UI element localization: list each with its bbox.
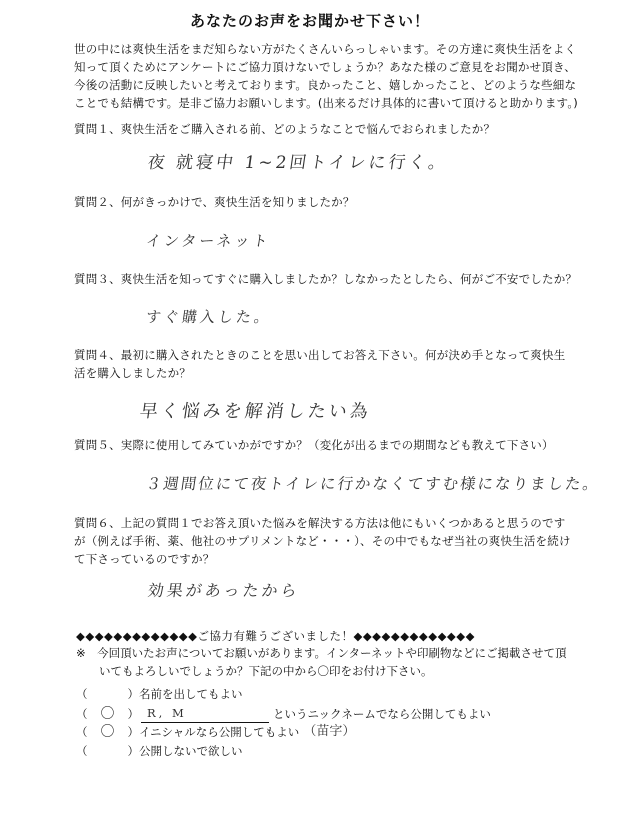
question-text: 活を購入しましたか？: [74, 366, 191, 380]
option-label: というニックネームでなら公開してもよい: [273, 706, 491, 721]
question-2: [74, 193, 614, 211]
answer-4: 早く悩みを解消したい為: [138, 401, 373, 422]
question-text: 質問１、爽快生活をご購入される前、どのようなことで悩んでおられましたか？: [74, 122, 496, 136]
answer-2: インターネット: [144, 232, 272, 250]
open-paren: （: [76, 706, 88, 721]
intro-paragraph: [74, 40, 614, 112]
question-6: [74, 514, 614, 568]
note-line: ※ 今回頂いたお声についてお願いがあります。インターネットや印刷物などにご掲載させて頂: [76, 646, 567, 660]
close-paren: ）: [127, 744, 139, 758]
thanks-divider: ◆◆◆◆◆◆◆◆◆◆◆◆◆ご協力有難うございました！◆◆◆◆◆◆◆◆◆◆◆◆◆: [76, 629, 475, 643]
nickname-field[interactable]: R, M: [141, 704, 269, 723]
handwritten-note: （苗字）: [303, 724, 356, 739]
open-paren: （: [76, 725, 88, 739]
option-initials[interactable]: [76, 723, 355, 741]
option-label: 公開しないで欲しい: [139, 744, 243, 758]
answer-3: すぐ購入した。: [144, 308, 274, 326]
close-paren: ）: [127, 725, 139, 739]
answer-1: 夜 就寝中 1~2回トイレに行く。: [146, 153, 450, 173]
question-4: [74, 346, 614, 382]
intro-line: 世の中には爽快生活をまだ知らない方がたくさんいらっしゃいます。その方達に爽快生活をよく: [74, 42, 577, 56]
question-text: 質問５、実際に使用してみていかがですか？（変化が出るまでの期間なども教えて下さい）: [74, 438, 554, 452]
option-private[interactable]: [76, 742, 243, 760]
question-text: 質問４、最初に購入されたときのことを思い出してお答え下さい。何が決め手となって爽快生: [74, 348, 566, 362]
option-label: 名前を出してもよい: [139, 687, 243, 701]
question-1: [74, 120, 614, 138]
publication-note: [76, 644, 616, 680]
question-5: [74, 436, 614, 454]
question-text: 質問３、爽快生活を知ってすぐに購入しましたか？しなかったとしたら、何がご不安でしたか？: [74, 272, 578, 286]
open-paren: （: [76, 687, 88, 701]
question-text: が（例えば手術、薬、他社のサプリメントなど・・・）、その中でもなぜ当社の爽快生活を続け: [74, 534, 571, 548]
intro-line: 知って頂くためにアンケートにご協力頂けないでしょうか？あなた様のご意見をお聞かせ頂き、: [74, 60, 576, 74]
answer-5: ３週間位にて夜トイレに行かなくてすむ様になりました。: [144, 475, 602, 493]
open-paren: （: [76, 744, 88, 758]
question-3: [74, 270, 614, 288]
question-text: 質問２、何がきっかけで、爽快生活を知りましたか？: [74, 195, 355, 209]
option-nickname[interactable]: [76, 704, 491, 723]
question-text: て下さっているのですか？: [74, 552, 215, 566]
close-paren: ）: [127, 706, 139, 721]
option-name[interactable]: [76, 685, 243, 703]
question-text: 質問６、上記の質問１でお答え頂いた悩みを解決する方法は他にもいくつかあると思うのです: [74, 516, 566, 530]
intro-line: 今後の活動に反映したいと考えております。良かったこと、嬉しかったこと、どのような些細な: [74, 78, 577, 92]
intro-line: ことでも結構です。是非ご協力お願いします。(出来るだけ具体的に書いて頂けると助かります。): [74, 96, 578, 110]
answer-6: 効果があったから: [146, 581, 302, 600]
option-mark: 〇: [100, 724, 115, 740]
note-line: いてもよろしいでしょうか？下記の中から〇印をお付け下さい。: [76, 664, 433, 678]
option-label: イニシャルなら公開してもよい: [139, 725, 300, 739]
page-title: あなたのお声をお聞かせ下さい！: [189, 12, 430, 30]
close-paren: ）: [127, 687, 139, 701]
option-mark: 〇: [100, 705, 115, 722]
